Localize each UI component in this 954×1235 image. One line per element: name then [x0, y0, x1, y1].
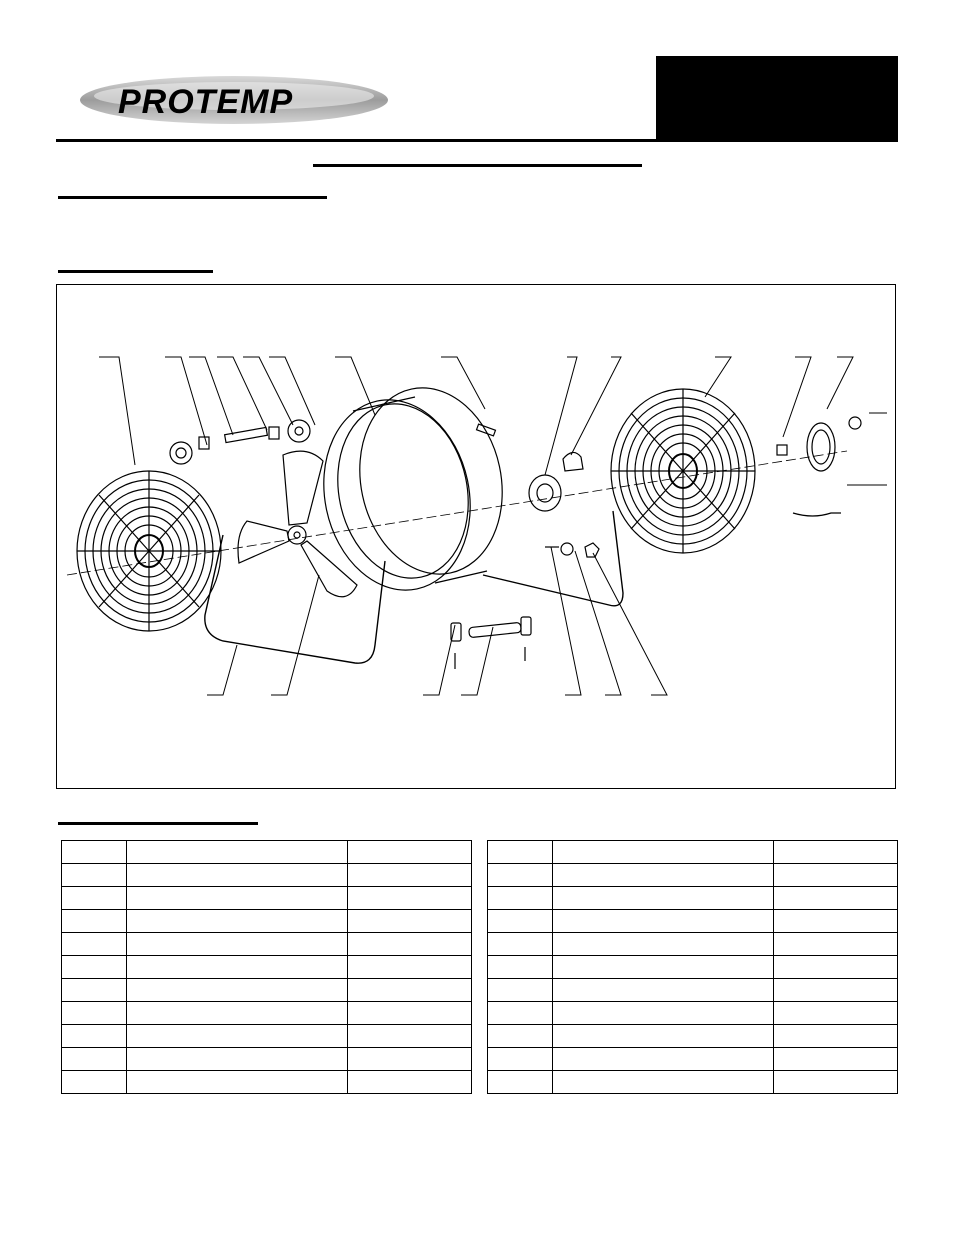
- table-cell: [488, 1002, 553, 1025]
- table-cell: [126, 1002, 347, 1025]
- frame-stand: [205, 511, 623, 663]
- table-cell: [348, 933, 472, 956]
- table-cell: [62, 1025, 127, 1048]
- table-row: [62, 979, 472, 1002]
- table-cell: [348, 841, 472, 864]
- table-cell: [552, 864, 773, 887]
- table-cell: [774, 956, 898, 979]
- left-fan-guard: [77, 471, 221, 631]
- table-row: [488, 910, 898, 933]
- table-cell: [488, 841, 553, 864]
- left-small-parts: [170, 420, 310, 464]
- table-row: [488, 841, 898, 864]
- table-row: [62, 1071, 472, 1094]
- table-cell: [126, 864, 347, 887]
- table-cell: [62, 1071, 127, 1094]
- table-cell: [774, 933, 898, 956]
- table-cell: [62, 1002, 127, 1025]
- table-cell: [348, 1002, 472, 1025]
- model-header-box: [656, 56, 898, 142]
- table-cell: [126, 1071, 347, 1094]
- table-row: [488, 933, 898, 956]
- table-cell: [774, 1071, 898, 1094]
- axle-and-feet: [451, 617, 531, 669]
- table-cell: [774, 910, 898, 933]
- table-row: [488, 887, 898, 910]
- callout-leaders-top: [99, 357, 887, 485]
- table-cell: [552, 841, 773, 864]
- table-cell: [62, 956, 127, 979]
- table-row: [62, 933, 472, 956]
- table-cell: [488, 956, 553, 979]
- table-cell: [774, 979, 898, 1002]
- table-row: [488, 956, 898, 979]
- table-cell: [126, 841, 347, 864]
- motor-assembly: [477, 424, 599, 557]
- table-row: [488, 864, 898, 887]
- table-cell: [774, 1002, 898, 1025]
- table-row: [488, 1048, 898, 1071]
- table-cell: [488, 864, 553, 887]
- table-cell: [774, 841, 898, 864]
- table-row: [62, 841, 472, 864]
- table-row: [488, 1071, 898, 1094]
- parts-table-left: [61, 840, 472, 1094]
- table-cell: [348, 887, 472, 910]
- table-cell: [774, 887, 898, 910]
- section-underline-1: [58, 196, 327, 199]
- table-row: [62, 887, 472, 910]
- table-cell: [552, 1071, 773, 1094]
- right-fan-guard: [611, 389, 755, 553]
- table-cell: [488, 1048, 553, 1071]
- title-underline: [313, 164, 642, 167]
- table-row: [62, 1048, 472, 1071]
- switch-and-cord: [777, 417, 861, 516]
- table-cell: [774, 1048, 898, 1071]
- table-cell: [62, 1048, 127, 1071]
- table-cell: [348, 864, 472, 887]
- table-cell: [348, 979, 472, 1002]
- table-cell: [488, 933, 553, 956]
- table-row: [488, 1025, 898, 1048]
- table-cell: [488, 979, 553, 1002]
- header-rule: [56, 139, 656, 142]
- table-row: [488, 979, 898, 1002]
- table-cell: [488, 910, 553, 933]
- table-row: [488, 1002, 898, 1025]
- table-row: [62, 910, 472, 933]
- protemp-logo: [78, 72, 390, 128]
- table-cell: [552, 979, 773, 1002]
- table-cell: [552, 910, 773, 933]
- table-cell: [348, 1071, 472, 1094]
- exploded-diagram: [56, 284, 896, 789]
- table-cell: [488, 887, 553, 910]
- table-cell: [552, 1048, 773, 1071]
- parts-list-underline: [58, 822, 258, 825]
- table-cell: [348, 1048, 472, 1071]
- table-row: [62, 1002, 472, 1025]
- table-cell: [552, 956, 773, 979]
- table-cell: [774, 1025, 898, 1048]
- table-cell: [62, 864, 127, 887]
- table-cell: [62, 887, 127, 910]
- table-row: [62, 1025, 472, 1048]
- fan-blade: [238, 451, 357, 597]
- table-cell: [488, 1071, 553, 1094]
- table-cell: [552, 933, 773, 956]
- table-cell: [126, 979, 347, 1002]
- table-cell: [348, 956, 472, 979]
- parts-table-right: [487, 840, 898, 1094]
- section-underline-2: [58, 270, 213, 273]
- table-cell: [126, 956, 347, 979]
- table-cell: [62, 910, 127, 933]
- table-row: [62, 864, 472, 887]
- callout-leaders-bottom: [207, 547, 667, 695]
- table-row: [62, 956, 472, 979]
- table-cell: [348, 910, 472, 933]
- table-cell: [126, 1048, 347, 1071]
- table-cell: [126, 1025, 347, 1048]
- table-cell: [62, 979, 127, 1002]
- table-cell: [126, 933, 347, 956]
- table-cell: [552, 887, 773, 910]
- table-cell: [774, 864, 898, 887]
- table-cell: [488, 1025, 553, 1048]
- table-cell: [348, 1025, 472, 1048]
- table-cell: [126, 910, 347, 933]
- table-cell: [552, 1025, 773, 1048]
- table-cell: [62, 933, 127, 956]
- table-cell: [126, 887, 347, 910]
- table-cell: [552, 1002, 773, 1025]
- svg-text:PROTEMP: PROTEMP: [118, 83, 294, 121]
- table-cell: [62, 841, 127, 864]
